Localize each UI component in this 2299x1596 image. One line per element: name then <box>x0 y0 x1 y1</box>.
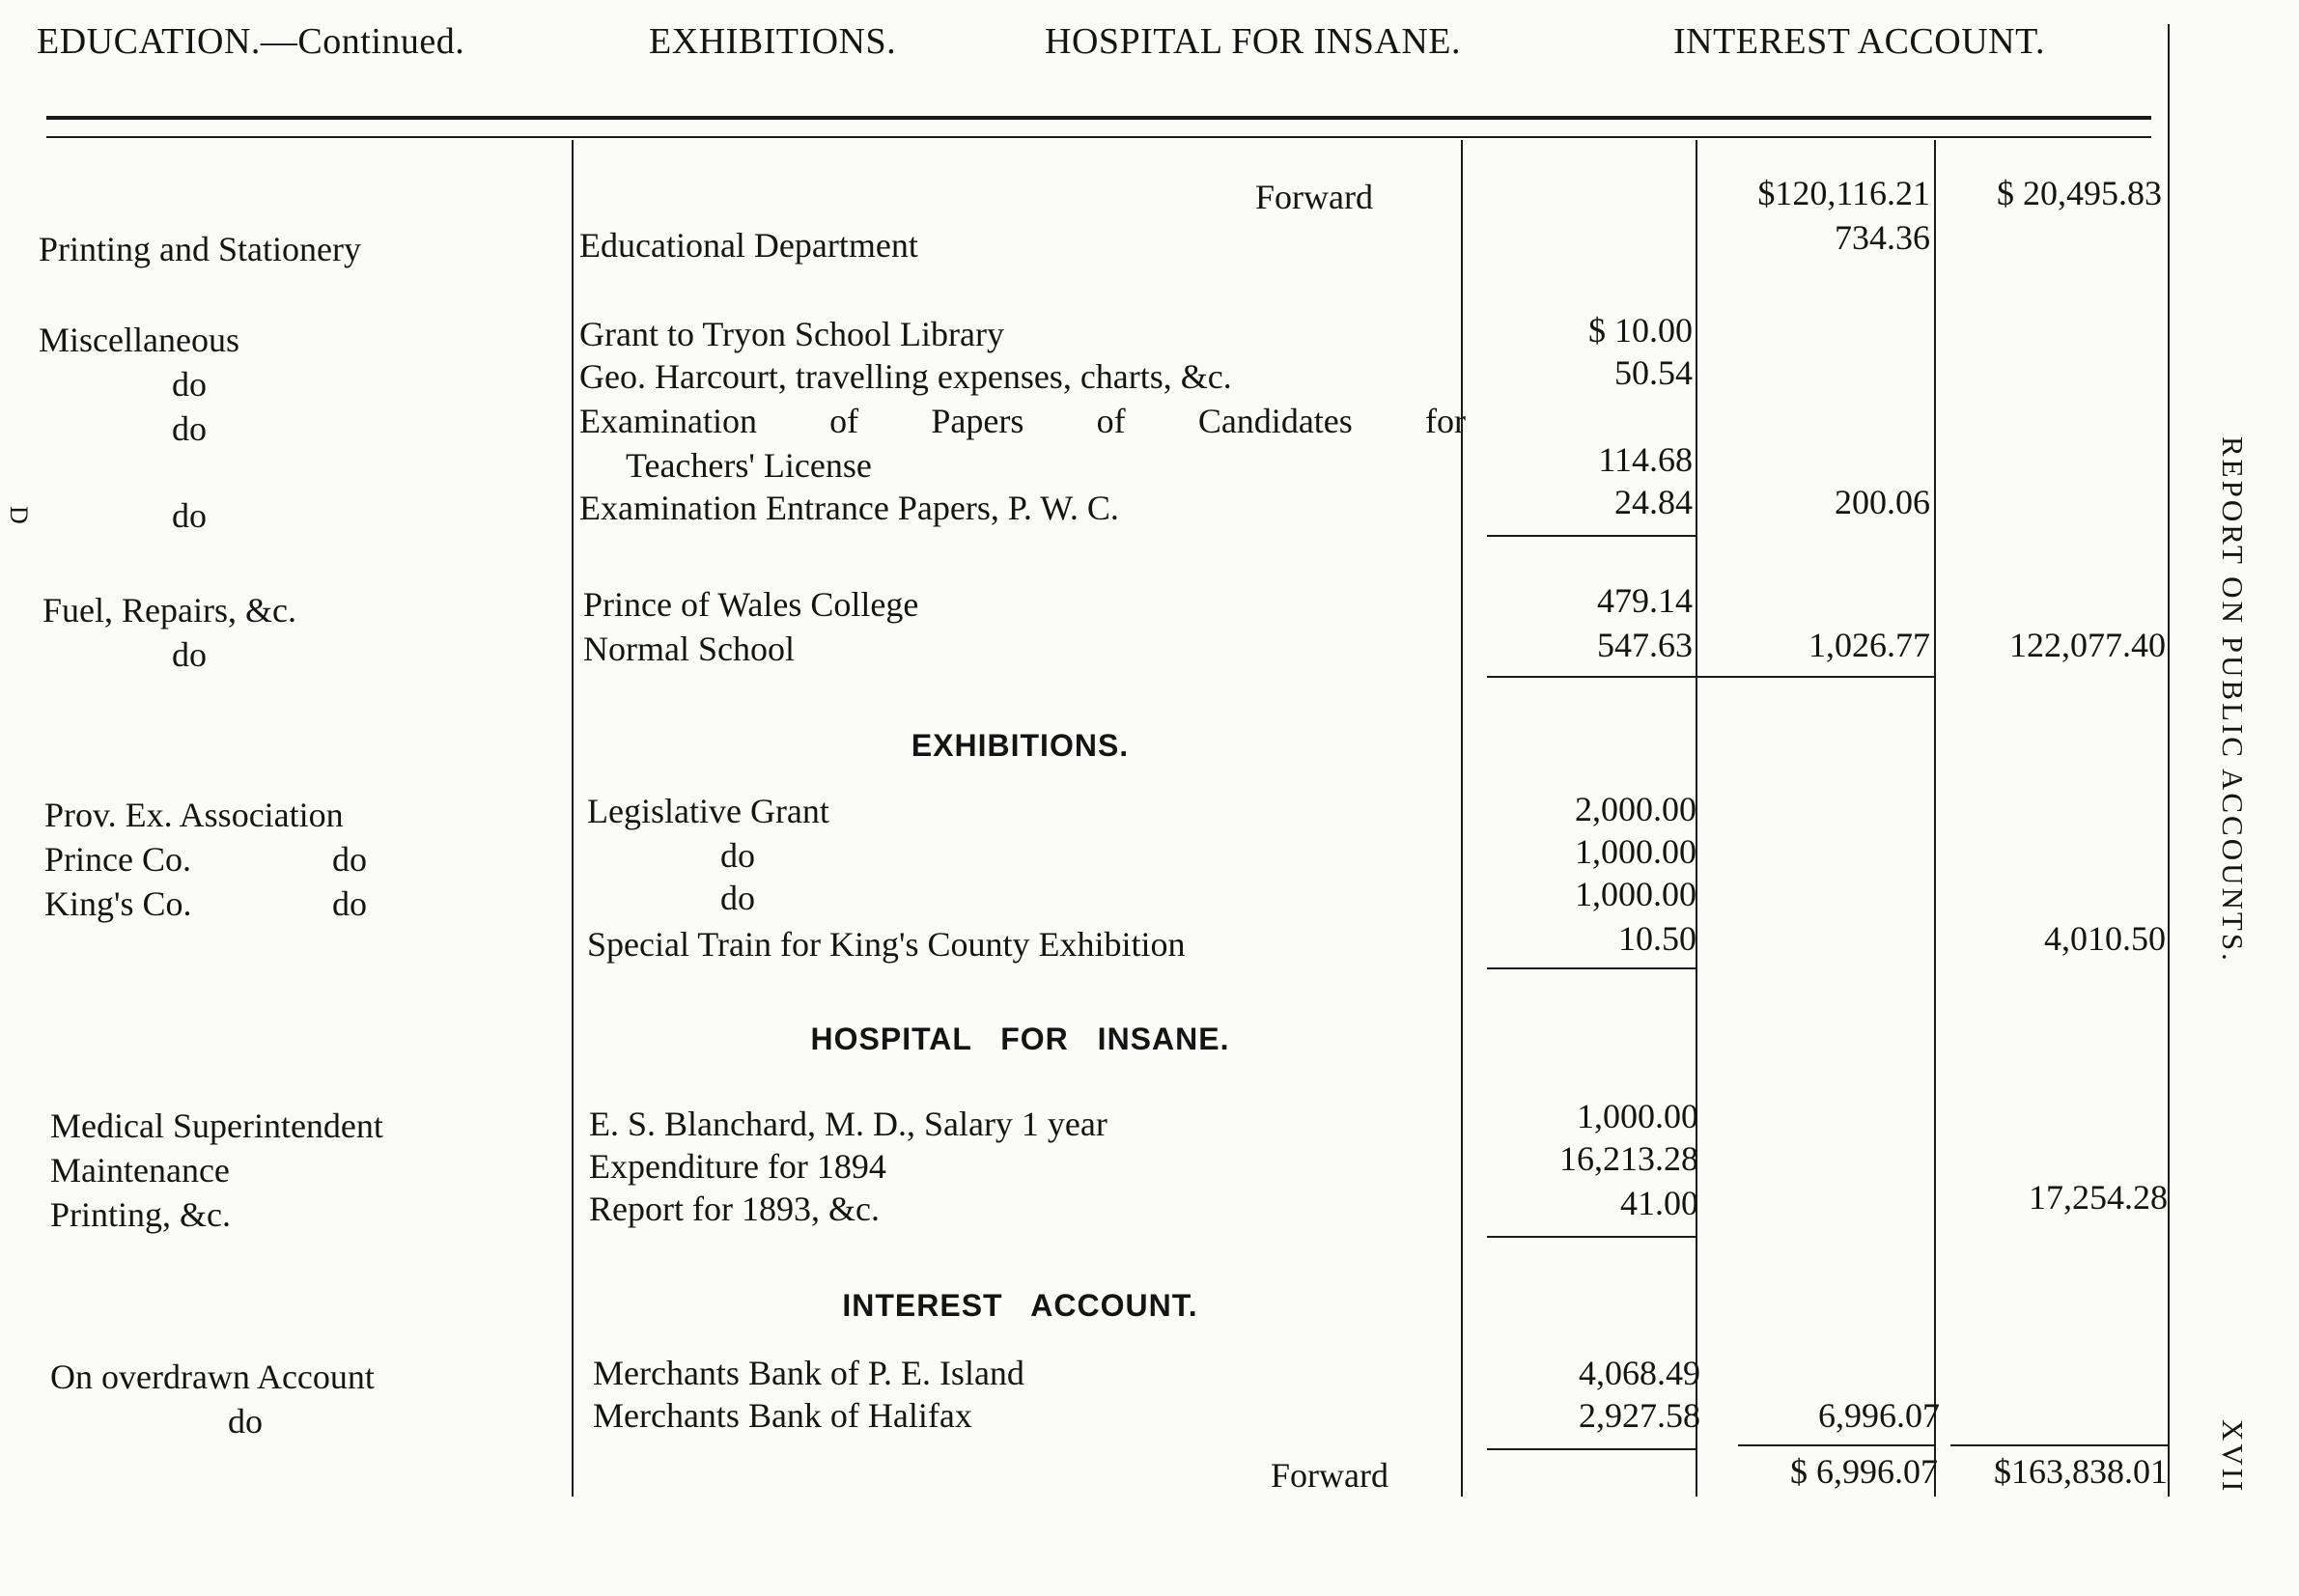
section-title-hospital: HOSPITAL FOR INSANE. <box>810 1022 1230 1056</box>
desc-exh2: do <box>720 836 755 875</box>
col3-printing: 734.36 <box>1835 218 1930 257</box>
desc-exh4: Special Train for King's County Exhibition <box>587 925 1186 964</box>
subtotal-rule-exhibitions <box>1487 967 1696 969</box>
desc-printing: Educational Department <box>579 226 918 265</box>
section-title-exhibitions: EXHIBITIONS. <box>911 728 1130 763</box>
desc-misc4: Examination Entrance Papers, P. W. C. <box>579 489 1119 527</box>
col2-misc2: 50.54 <box>1614 353 1693 392</box>
desc-misc3-line1: Examination of Papers of Candidates for <box>579 402 1466 440</box>
column-rule-col3 <box>1934 140 1936 1497</box>
label-hosp2: Maintenance <box>50 1151 230 1190</box>
forward-col3-bottom: $ 6,996.07 <box>1790 1452 1938 1491</box>
header-exhibitions: EXHIBITIONS. <box>649 21 897 62</box>
margin-mark: D <box>5 506 33 527</box>
label-hosp1: Medical Superintendent <box>50 1106 383 1145</box>
label-misc4: do <box>172 496 207 535</box>
desc-hosp3: Report for 1893, &c. <box>589 1190 880 1228</box>
subtotal-rule-hospital <box>1487 1236 1696 1238</box>
col2-fuel1: 479.14 <box>1597 581 1693 620</box>
ditto-exh3: do <box>332 884 367 923</box>
column-rule-col4 <box>2168 24 2170 1497</box>
col2-misc4: 24.84 <box>1614 483 1693 521</box>
desc-fuel2: Normal School <box>583 630 795 668</box>
header-interest: INTEREST ACCOUNT. <box>1673 21 2045 62</box>
desc-fuel1: Prince of Wales College <box>583 585 919 624</box>
label-misc2: do <box>172 365 207 404</box>
col4-exh4: 4,010.50 <box>2044 919 2166 958</box>
column-rule-desc <box>1461 140 1463 1497</box>
label-exh3: King's Co. <box>44 884 192 923</box>
forward-col3-top: $120,116.21 <box>1757 174 1930 212</box>
label-hosp3: Printing, &c. <box>50 1195 231 1234</box>
col2-exh1: 2,000.00 <box>1575 790 1696 828</box>
col2-hosp1: 1,000.00 <box>1577 1097 1698 1135</box>
header-hospital: HOSPITAL FOR INSANE. <box>1045 21 1461 62</box>
col2-int1: 4,068.49 <box>1579 1354 1700 1392</box>
label-fuel2: do <box>172 635 207 674</box>
col2-misc3: 114.68 <box>1598 440 1693 479</box>
col2-misc1: $ 10.00 <box>1588 311 1693 350</box>
page-number: XVII <box>2216 1419 2250 1495</box>
col2-exh2: 1,000.00 <box>1575 832 1696 871</box>
subtotal-rule-misc <box>1487 535 1696 537</box>
col4-hosp3: 17,254.28 <box>2029 1178 2168 1217</box>
desc-int1: Merchants Bank of P. E. Island <box>593 1354 1024 1392</box>
desc-misc3-line2: Teachers' License <box>626 446 872 485</box>
col3-misc4: 200.06 <box>1835 483 1930 521</box>
forward-rule-col4 <box>1950 1444 2168 1446</box>
col2-hosp3: 41.00 <box>1620 1184 1698 1222</box>
forward-rule-col2 <box>1487 1448 1696 1450</box>
running-title: REPORT ON PUBLIC ACCOUNTS. <box>2216 436 2250 964</box>
ditto-exh2: do <box>332 840 367 879</box>
column-rule-label <box>572 140 574 1497</box>
col2-int2: 2,927.58 <box>1579 1396 1700 1435</box>
desc-int2: Merchants Bank of Halifax <box>593 1396 972 1435</box>
label-int1: On overdrawn Account <box>50 1358 375 1396</box>
label-exh1: Prov. Ex. Association <box>44 796 344 834</box>
label-misc1: Miscellaneous <box>39 321 239 359</box>
subtotal-rule-education <box>1487 676 1934 678</box>
col2-exh4: 10.50 <box>1618 919 1696 958</box>
desc-hosp1: E. S. Blanchard, M. D., Salary 1 year <box>589 1105 1107 1143</box>
desc-misc2: Geo. Harcourt, travelling expenses, charts, &c. <box>579 357 1232 396</box>
forward-col4-bottom: $163,838.01 <box>1994 1452 2168 1491</box>
col2-hosp2: 16,213.28 <box>1559 1139 1698 1178</box>
forward-label-top: Forward <box>1255 178 1373 216</box>
label-fuel1: Fuel, Repairs, &c. <box>42 591 296 630</box>
col3-fuel2: 1,026.77 <box>1808 626 1930 664</box>
label-int2: do <box>228 1402 263 1441</box>
col2-fuel2: 547.63 <box>1597 626 1693 664</box>
desc-exh3: do <box>720 879 755 917</box>
header-rule-thin <box>46 136 2151 138</box>
col3-int2: 6,996.07 <box>1818 1396 1940 1435</box>
desc-hosp2: Expenditure for 1894 <box>589 1147 886 1186</box>
forward-rule-col3 <box>1738 1444 1934 1446</box>
section-title-interest: INTEREST ACCOUNT. <box>842 1288 1198 1323</box>
col4-fuel2: 122,077.40 <box>2009 626 2166 664</box>
label-exh2: Prince Co. <box>44 840 191 879</box>
header-rule-thick <box>46 116 2151 120</box>
forward-label-bottom: Forward <box>1271 1456 1388 1495</box>
col2-exh3: 1,000.00 <box>1575 875 1696 913</box>
label-printing: Printing and Stationery <box>39 230 361 268</box>
desc-misc1: Grant to Tryon School Library <box>579 315 1004 353</box>
header-education: EDUCATION.—Continued. <box>37 21 465 62</box>
desc-exh1: Legislative Grant <box>587 792 829 830</box>
forward-col4-top: $ 20,495.83 <box>1997 174 2162 212</box>
label-misc3: do <box>172 409 207 448</box>
